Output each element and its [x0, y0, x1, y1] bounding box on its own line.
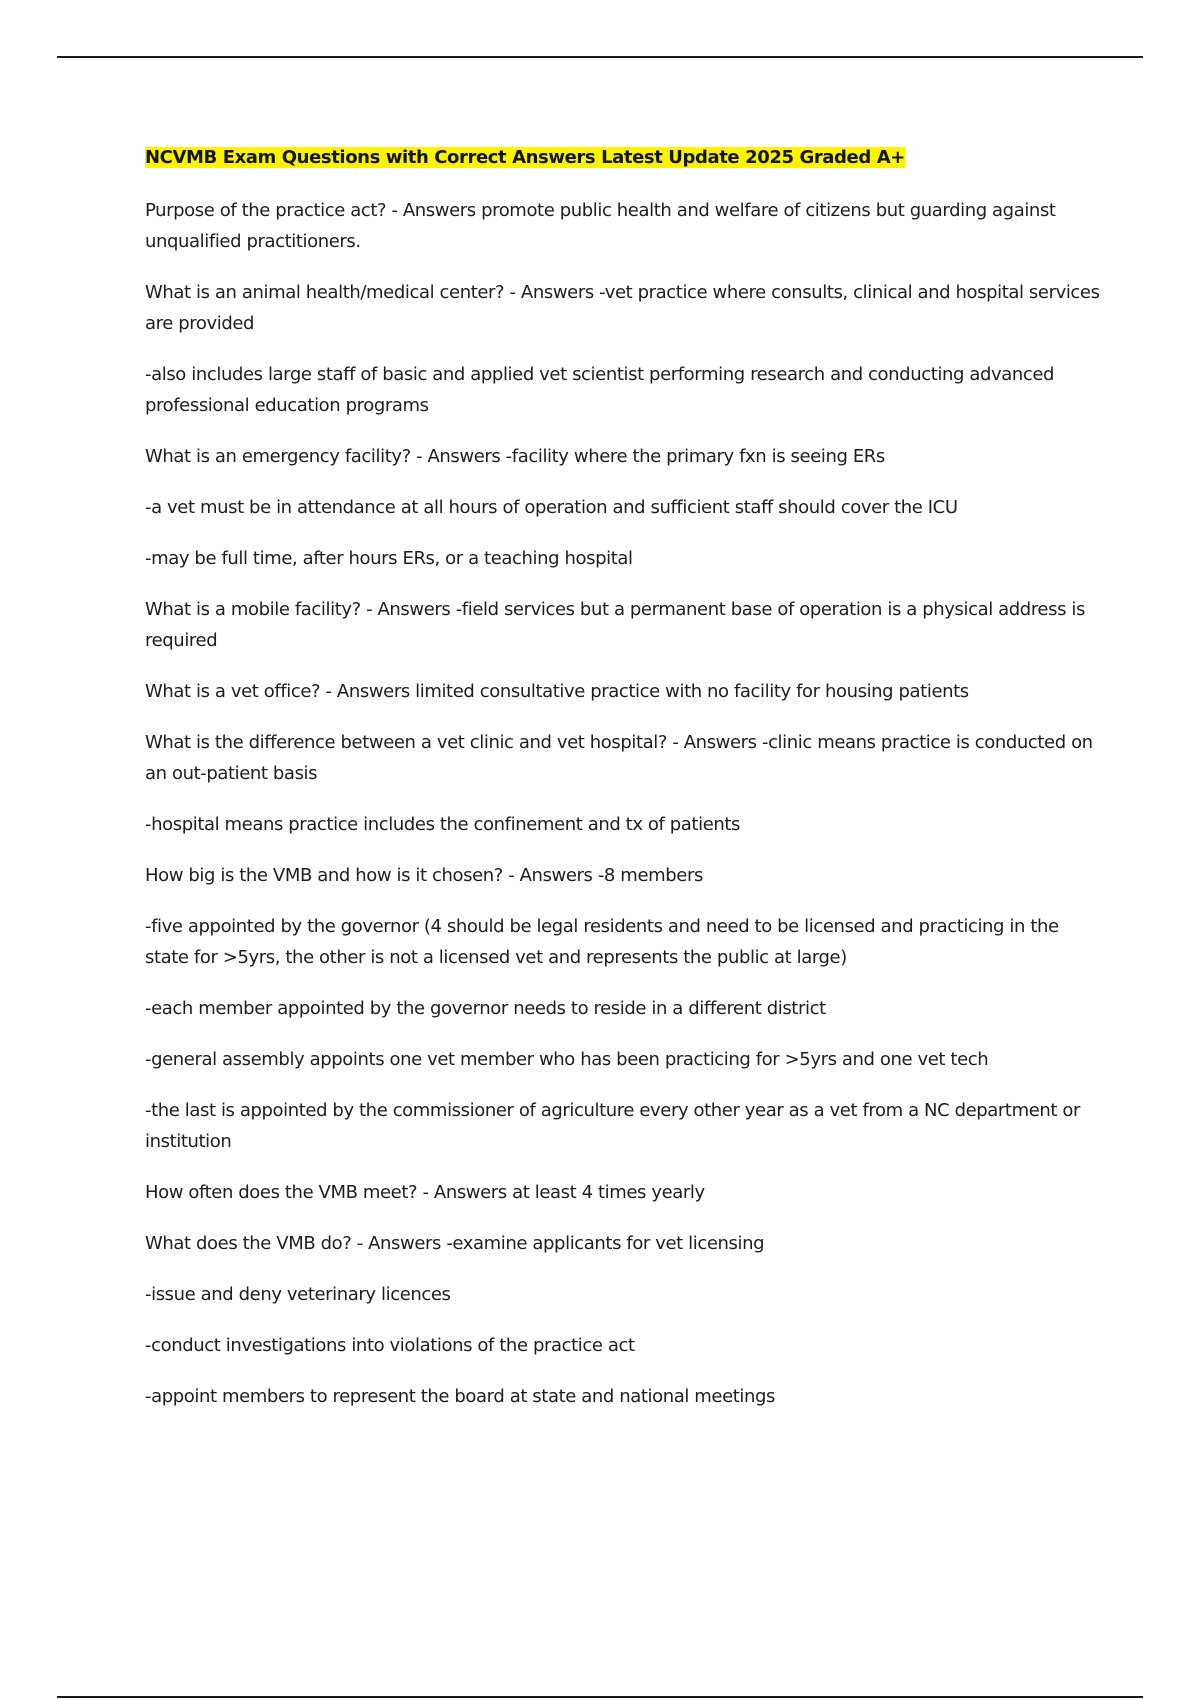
paragraph: -five appointed by the governor (4 should be legal residents and need to be licensed and practicing in the state for >5yrs, the other is not a licensed vet and represents the public at large): [145, 916, 1059, 968]
title-wrap: [145, 143, 1105, 173]
paragraph: What is an emergency facility? - Answers -facility where the primary fxn is seeing ERs: [145, 446, 885, 467]
paragraph: -conduct investigations into violations of the practice act: [145, 1335, 635, 1356]
paragraph: -a vet must be in attendance at all hours of operation and sufficient staff should cover the ICU: [145, 497, 958, 518]
paragraph: -general assembly appoints one vet member who has been practicing for >5yrs and one vet tech: [145, 1049, 989, 1070]
header-rule: [57, 56, 1143, 58]
paragraph: What is the difference between a vet clinic and vet hospital? - Answers -clinic means practice is conducted on an out-patient basis: [145, 732, 1093, 784]
paragraph: Purpose of the practice act? - Answers promote public health and welfare of citizens but guarding against unqualified practitioners.: [145, 200, 1056, 252]
paragraph: -also includes large staff of basic and applied vet scientist performing research and conducting advanced professional education programs: [145, 364, 1055, 416]
document-title: NCVMB Exam Questions with Correct Answers Latest Update 2025 Graded A+: [145, 147, 905, 168]
document-body: [145, 143, 1105, 1432]
paragraph: -the last is appointed by the commissioner of agriculture every other year as a vet from a NC department or institution: [145, 1100, 1081, 1152]
paragraph: How often does the VMB meet? - Answers at least 4 times yearly: [145, 1182, 705, 1203]
paragraph: -each member appointed by the governor needs to reside in a different district: [145, 998, 826, 1019]
paragraph: What is an animal health/medical center? - Answers -vet practice where consults, clinical and hospital services are provided: [145, 282, 1100, 334]
paragraph: -hospital means practice includes the confinement and tx of patients: [145, 814, 741, 835]
paragraph: -issue and deny veterinary licences: [145, 1284, 451, 1305]
paragraph: What is a mobile facility? - Answers -field services but a permanent base of operation is a physical address is required: [145, 599, 1085, 651]
paragraph: What is a vet office? - Answers limited consultative practice with no facility for housing patients: [145, 681, 969, 702]
paragraph: How big is the VMB and how is it chosen? - Answers -8 members: [145, 865, 703, 886]
paragraph: -appoint members to represent the board at state and national meetings: [145, 1386, 776, 1407]
paragraph: -may be full time, after hours ERs, or a teaching hospital: [145, 548, 633, 569]
paragraph: What does the VMB do? - Answers -examine applicants for vet licensing: [145, 1233, 765, 1254]
footer-rule: [57, 1696, 1143, 1698]
